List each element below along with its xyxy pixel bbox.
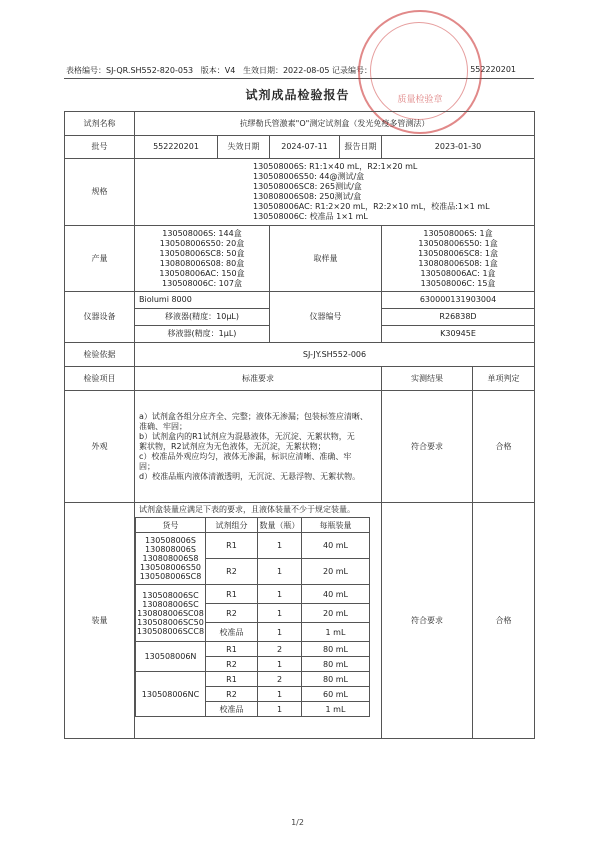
sample-label: 取样量 (270, 226, 382, 292)
vol-cell: 40 mL (302, 533, 370, 559)
volume-header-row (136, 518, 370, 533)
code-line: 130508006SC8 (139, 572, 202, 581)
vh-code: 货号 (136, 518, 206, 533)
qty-cell: 1 (258, 702, 302, 717)
stamp-text: 质量检验章 (397, 95, 443, 105)
col-judge: 单项判定 (473, 367, 535, 391)
spec-line: 130508006AC: R1:2×20 mL，R2:2×10 mL，校准品:1×1 mL (253, 202, 490, 211)
appearance-line: a）试剂盒各组分应齐全、完整；液体无渗漏；包装标签应清晰、 (139, 411, 368, 421)
expiry-value: 2024-07-11 (270, 136, 340, 159)
volume-table (135, 517, 370, 717)
qty-cell: 1 (258, 604, 302, 623)
appearance-line: c）校准品外观应均匀，液体无渗漏，标识应清晰、准确、牢 (139, 451, 352, 461)
output-line: 130508006SC8: 50盒 (159, 248, 245, 258)
instr-no-1: 630000131903004 (382, 292, 535, 309)
comp-cell: R1 (206, 585, 258, 604)
code-line: 130808006SC08 (137, 608, 204, 618)
vol-cell: 40 mL (302, 585, 370, 604)
vh-vol: 每瓶装量 (302, 518, 370, 533)
spec-line: 130508006SC8: 265测试/盒 (253, 182, 362, 191)
appearance-line: b）试剂盒内的R1试剂应为混悬液体，无沉淀、无絮状物，无 (139, 431, 355, 441)
instr-1: Biolumi 8000 (135, 292, 270, 309)
row-output (65, 226, 535, 292)
name-label: 试剂名称 (65, 112, 135, 136)
vol-cell: 20 mL (302, 559, 370, 585)
qty-cell: 2 (258, 672, 302, 687)
comp-cell: 校准品 (206, 623, 258, 642)
col-std: 标准要求 (135, 367, 382, 391)
code-line: 130508006SC50 (137, 617, 204, 627)
sample-line: 130808006S08: 1盒 (418, 258, 498, 268)
appearance-line: d）校准品瓶内液体清澈透明，无沉淀、无悬浮物、无絮状物。 (139, 471, 361, 481)
volume-intro: 试剂盒装量应满足下表的要求，且液体装量不少于规定装量。 (139, 505, 355, 514)
code-line: 130508006S (145, 536, 196, 545)
issue-date: 生效日期：2022-08-05 (242, 66, 330, 75)
appearance-std (135, 391, 382, 503)
row-batch (65, 136, 535, 159)
spec-line: 130508006S50: 44@测试/盒 (253, 172, 365, 181)
code-line: 130508006S50 (139, 563, 202, 572)
sample-values (382, 226, 535, 292)
output-label: 产量 (65, 226, 135, 292)
col-result: 实测结果 (382, 367, 473, 391)
output-line: 130508006C: 107盒 (162, 278, 242, 288)
page-title: 试剂成品检验报告 (245, 88, 350, 102)
basis-label: 检验依据 (65, 343, 135, 367)
comp-cell: R2 (206, 657, 258, 672)
appearance-line: 絮状物，R2试剂应为无色液体，无沉淀，无絮状物； (139, 441, 326, 451)
table-row (136, 533, 370, 559)
code-line: 130808006SC (142, 599, 199, 609)
vol-cell: 60 mL (302, 687, 370, 702)
record-no-label: 记录编号： (332, 66, 373, 75)
form-version: 版本：V4 (200, 66, 236, 75)
report-date-value: 2023-01-30 (382, 136, 535, 159)
sample-line: 130508006C: 15盒 (420, 278, 496, 288)
instr-2: 移液器(精度：10μL) (135, 309, 270, 326)
batch-value: 552220201 (135, 136, 218, 159)
sample-line: 130508006SC8: 1盒 (418, 248, 498, 258)
row-volume (65, 503, 535, 739)
output-line: 130808006S08: 80盒 (159, 258, 245, 268)
vh-qty: 数量（瓶） (258, 518, 302, 533)
appearance-line: 固； (139, 461, 155, 471)
comp-cell: R1 (206, 642, 258, 657)
appearance-line: 准确、牢固； (139, 421, 187, 431)
form-no-label: 表格编号： (66, 66, 106, 75)
vol-cell: 1 mL (302, 702, 370, 717)
volume-std (135, 503, 382, 739)
volume-result: 符合要求 (382, 503, 473, 739)
output-line: 130508006S: 144盒 (162, 228, 242, 238)
col-item: 检验项目 (65, 367, 135, 391)
report-table (64, 111, 535, 739)
form-no: SJ-QR.SH552-820-053 (106, 66, 194, 75)
row-instr-1 (65, 292, 535, 309)
qty-cell: 1 (258, 657, 302, 672)
spec-line: 130808006S08: 250测试/盒 (253, 192, 362, 201)
comp-cell: R2 (206, 687, 258, 702)
comp-cell: R2 (206, 604, 258, 623)
batch-label: 批号 (65, 136, 135, 159)
group1-codes (136, 533, 206, 585)
qty-cell: 1 (258, 687, 302, 702)
spec-line: 130508006C: 校准品 1×1 mL (253, 212, 368, 221)
comp-cell: R1 (206, 533, 258, 559)
instr-no-label: 仪器编号 (270, 292, 382, 343)
comp-cell: 校准品 (206, 702, 258, 717)
table-row (136, 672, 370, 687)
spec-values (135, 159, 535, 226)
name-value: 抗缪勒氏管激素"O"测定试剂盒（发光免疫多管测法） (135, 112, 535, 136)
comp-cell: R1 (206, 672, 258, 687)
sample-line: 130508006AC: 1盒 (420, 268, 496, 278)
qty-cell: 1 (258, 533, 302, 559)
row-spec (65, 159, 535, 226)
code-line: 130508006SCC8 (136, 626, 205, 636)
vh-comp: 试剂组分 (206, 518, 258, 533)
output-line: 130508006AC: 150盒 (159, 268, 245, 278)
table-row (136, 585, 370, 604)
comp-cell: R2 (206, 559, 258, 585)
appearance-judge: 合格 (473, 391, 535, 503)
basis-value: SJ-JY.SH552-006 (135, 343, 535, 367)
table-row (136, 642, 370, 657)
qty-cell: 1 (258, 559, 302, 585)
row-col-headers (65, 367, 535, 391)
instr-3: 移液器(精度：1μL) (135, 326, 270, 343)
spec-line: 130508006S: R1:1×40 mL，R2:1×20 mL (253, 162, 418, 171)
qty-cell: 1 (258, 623, 302, 642)
instr-no-2: R26838D (382, 309, 535, 326)
instr-label: 仪器设备 (65, 292, 135, 343)
code-line: 130808006S8 (142, 554, 199, 563)
sample-line: 130508006S50: 1盒 (418, 238, 498, 248)
volume-label: 装量 (65, 503, 135, 739)
volume-judge: 合格 (473, 503, 535, 739)
group4-code: 130508006NC (136, 672, 206, 717)
row-name (65, 112, 535, 136)
code-line: 130808006S (145, 545, 196, 554)
form-header (66, 65, 516, 76)
appearance-result: 符合要求 (382, 391, 473, 503)
expiry-label: 失效日期 (218, 136, 270, 159)
qty-cell: 1 (258, 585, 302, 604)
output-values (135, 226, 270, 292)
spec-label: 规格 (65, 159, 135, 226)
code-line: 130508006SC (142, 590, 199, 600)
row-appearance (65, 391, 535, 503)
appearance-label: 外观 (65, 391, 135, 503)
output-line: 130508006S50: 20盒 (159, 238, 245, 248)
record-no: 552220201 (470, 65, 516, 74)
qty-cell: 2 (258, 642, 302, 657)
page-number: 1/2 (291, 818, 304, 827)
sample-line: 130508006S: 1盒 (423, 228, 493, 238)
vol-cell: 80 mL (302, 657, 370, 672)
report-date-label: 报告日期 (340, 136, 382, 159)
vol-cell: 20 mL (302, 604, 370, 623)
vol-cell: 80 mL (302, 672, 370, 687)
instr-no-3: K30945E (382, 326, 535, 343)
row-basis (65, 343, 535, 367)
vol-cell: 1 mL (302, 623, 370, 642)
header-divider (64, 78, 534, 79)
vol-cell: 80 mL (302, 642, 370, 657)
group3-code: 130508006N (136, 642, 206, 672)
group2-codes (136, 585, 206, 642)
